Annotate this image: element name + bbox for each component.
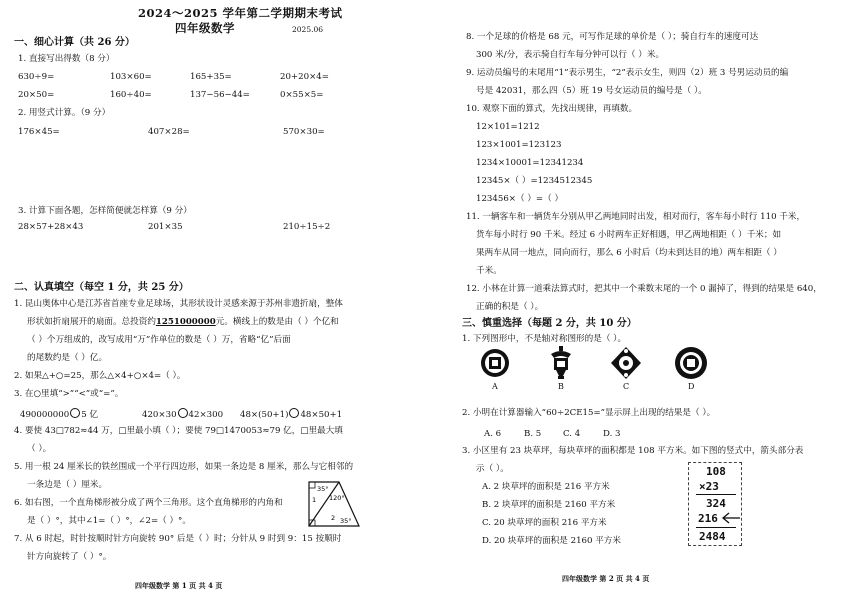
compare-item: 490000000 5 亿: [20, 410, 99, 420]
choice-option: C. 4: [563, 429, 581, 439]
fill-q8-line2: 300 米/分，表示骑自行车每分钟可以行（ ）米。: [476, 50, 665, 60]
exam-subject: 四年级数学: [175, 21, 235, 35]
exam-date: 2025.06: [292, 25, 324, 34]
emblem-d-icon: [674, 346, 708, 380]
vertical-calc-item: 407×28=: [148, 127, 190, 137]
page-footer: 四年级数学 第 1 页 共 4 页: [135, 581, 223, 590]
choice-q3-line2: 示（ ）。: [476, 464, 509, 474]
circle-blank-icon: [289, 408, 299, 418]
fill-q1-line3: （ ）个万组成的，改写成用“万”作单位的数是（ ）万，省略“亿”后面: [27, 335, 291, 345]
fill-q5-line2: 一条边是（ ）厘米。: [27, 480, 108, 490]
calc-item: 20+20×4=: [280, 72, 329, 82]
emblem-b-icon: [548, 346, 574, 380]
page-2: [440, 0, 860, 608]
fill-q6-line2: 是（ ）°，其中∠1=（ ）°，∠2=（ ）°。: [27, 516, 191, 526]
section-1-heading: 一、细心计算（共 26 分）: [14, 37, 135, 48]
underlined-number: 1251000000: [155, 317, 216, 327]
calc-item: 137−56−44=: [190, 90, 250, 100]
q3-label: 3. 计算下面各题，怎样简便就怎样算（9 分）: [18, 206, 192, 216]
angle-label: 35°: [340, 517, 352, 525]
fill-q10: 10. 观察下面的算式，先找出规律，再填数。: [466, 104, 638, 114]
fill-q1-line1: 1. 昆山奥体中心是江苏省首座专业足球场，其形状设计灵感来源于苏州非遗折扇，整体: [14, 299, 343, 309]
calc-item: 20×50=: [18, 90, 55, 100]
simplify-item: 28×57+28×43: [18, 222, 84, 232]
emblem-a-icon: [480, 348, 510, 378]
calc-line: 108: [706, 465, 726, 478]
circle-blank-icon: [70, 408, 80, 418]
emblem-c-icon: [610, 346, 642, 380]
pattern-row: 1234×10001=12341234: [476, 158, 584, 168]
section-2-heading: 二、认真填空（每空 1 分，共 25 分）: [14, 282, 189, 293]
fill-q1-line2: 形状如折扇展开的扇面。总投资约1251000000元。横线上的数是由（ ）个亿和: [27, 317, 339, 327]
fill-q4-line1: 4. 要使 43□782≈44 万，□里最小填（ ）；要使 79□1470053≈79 亿，□里最大填: [14, 426, 343, 436]
fill-q11-line2: 货车每小时行 90 千米。经过 6 小时两车正好相遇，甲乙两地相距（ ）千米；如: [476, 230, 782, 240]
pattern-row: 12×101=1212: [476, 122, 540, 132]
arrow-left-icon: [721, 512, 741, 524]
fill-q9-line2: 号是 42031，那么四（5）班 19 号女运动员的编号是（ ）。: [476, 86, 707, 96]
choice-q3-line1: 3. 小区里有 23 块草坪，每块草坪的面积都是 108 平方米。如下图的竖式中，箭头部分表: [462, 446, 804, 456]
fill-q2: 2. 如果△+○=25，那么△×4+○×4=（ ）。: [14, 371, 186, 381]
fill-q6-line1: 6. 如右图，一个直角梯形被分成了两个三角形。这个直角梯形的内角和: [14, 498, 283, 508]
calc-item: 160÷40=: [110, 90, 152, 100]
choice-q1: 1. 下列图形中，不是轴对称图形的是（ ）。: [462, 334, 627, 344]
angle-label: 35°: [317, 485, 329, 493]
fill-q11-line4: 千米。: [476, 266, 502, 276]
fill-q3: 3. 在○里填“>”“<”或“=”。: [14, 389, 124, 399]
simplify-item: 210÷15÷2: [283, 222, 331, 232]
fill-q5-line1: 5. 用一根 24 厘米长的铁丝围成一个平行四边形，如果一条边是 8 厘米，那么与它相邻的: [14, 462, 354, 472]
calc-item: 0×55×5=: [280, 90, 324, 100]
pattern-row: 12345×（ ）=1234512345: [476, 176, 593, 186]
option-label: C: [623, 382, 630, 391]
angle-label: 120°: [329, 494, 345, 502]
option-label: A: [492, 382, 498, 391]
compare-item: 48×(50+1) 48×50+1: [240, 410, 343, 420]
choice-q2: 2. 小明在计算器输入“60÷2CE15=”显示屏上出现的结果是（ ）。: [462, 408, 716, 418]
fill-q7-line1: 7. 从 6 时起，时针按顺时针方向旋转 90° 后是（ ）时；分针从 9 时到 9：15 按顺时: [14, 534, 342, 544]
angle-number: 1: [312, 496, 317, 504]
choice-option: B. 5: [524, 429, 542, 439]
fill-q4-line2: （ ）。: [27, 444, 52, 454]
page-footer: 四年级数学 第 2 页 共 4 页: [562, 574, 650, 583]
choice-option: B. 2 块草坪的面积是 2160 平方米: [482, 500, 616, 510]
fill-q7-line2: 针方向旋转了（ ）°。: [27, 552, 112, 562]
angle-number: 2: [331, 514, 336, 522]
vertical-calc-item: 570×30=: [283, 127, 325, 137]
calc-rule: [696, 527, 736, 528]
choice-option: C. 20 块草坪的面积 216 平方米: [482, 518, 607, 528]
vertical-calc-item: 176×45=: [18, 127, 60, 137]
option-label: D: [688, 382, 695, 391]
fill-q9-line1: 9. 运动员编号的末尾用“1”表示男生，“2”表示女生，则四（2）班 3 号男运动员的编: [466, 68, 789, 78]
choice-option: D. 3: [603, 429, 621, 439]
fill-q1-line4: 的尾数约是（ ）亿。: [27, 353, 108, 363]
fill-q8-line1: 8. 一个足球的价格是 68 元，可写作足球的单价是（ ）；骑自行车的速度可达: [466, 32, 759, 42]
calc-item: 630÷9=: [18, 72, 55, 82]
section-3-heading: 三、慎重选择（每题 2 分，共 10 分）: [462, 318, 637, 329]
calc-item: 103×60=: [110, 72, 152, 82]
trapezoid-figure: [305, 478, 363, 530]
q1-label: 1. 直接写出得数（8 分）: [18, 54, 115, 64]
fill-q12-line2: 正确的积是（ ）。: [476, 302, 544, 312]
calc-line: ×23: [699, 480, 719, 493]
fill-q11-line1: 11. 一辆客车和一辆货车分别从甲乙两地同时出发，相对而行，客车每小时行 110 千米，: [466, 212, 806, 222]
fill-q12-line1: 12. 小林在计算一道乘法算式时，把其中一个乘数末尾的一个 0 漏掉了，得到的结果是 640，: [466, 284, 822, 294]
fill-q11-line3: 果两车从同一地点，同向而行，那么 6 小时后（均未到达目的地）两车相距（ ）: [476, 248, 782, 258]
pattern-row: 123×1001=123123: [476, 140, 562, 150]
calc-line: 324: [706, 497, 726, 510]
simplify-item: 201×35: [148, 222, 183, 232]
exam-title: 2024～2025 学年第二学期期末考试: [138, 6, 343, 20]
circle-blank-icon: [178, 408, 188, 418]
q2-label: 2. 用竖式计算。（9 分）: [18, 108, 111, 118]
choice-option: A. 6: [484, 429, 502, 439]
calc-line: 2484: [699, 530, 726, 543]
choice-option: A. 2 块草坪的面积是 216 平方米: [482, 482, 610, 492]
calc-item: 165+35=: [190, 72, 232, 82]
compare-item: 420×30 42×300: [142, 410, 224, 420]
option-label: B: [558, 382, 564, 391]
choice-option: D. 20 块草坪的面积是 2160 平方米: [482, 536, 621, 546]
calc-line: 216: [698, 512, 718, 525]
pattern-row: 123456×（ ）=（ ）: [476, 194, 564, 204]
calc-rule: [696, 494, 736, 495]
